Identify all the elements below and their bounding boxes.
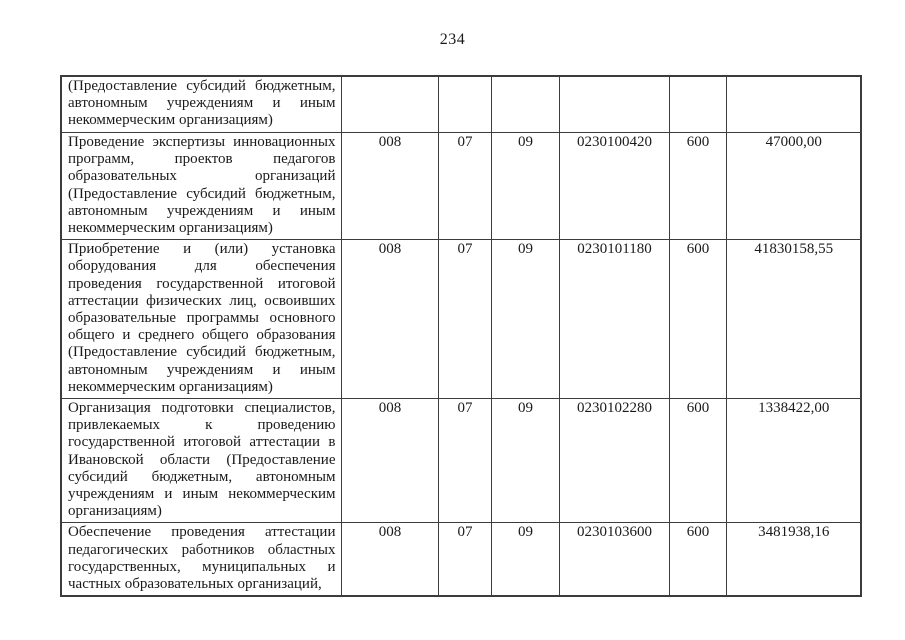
table-row: [61, 240, 861, 399]
section-code-cell: 07: [438, 523, 491, 596]
section-code-cell: 07: [438, 133, 491, 240]
section-code-cell: [438, 76, 491, 133]
subsection-code-cell: 09: [491, 133, 559, 240]
amount-cell: 1338422,00: [726, 399, 861, 523]
expenditure-name-cell: Обеспечение проведения аттестации педагогических работников областных государственных, муниципальных и частных образовательных организаций,: [61, 523, 341, 596]
table-row: [61, 133, 861, 240]
page-number: 234: [439, 31, 466, 48]
grbs-code-cell: [341, 76, 438, 133]
grbs-code-cell: 008: [341, 240, 438, 399]
grbs-code-cell: 008: [341, 133, 438, 240]
budget-table: [60, 75, 862, 597]
subsection-code-cell: 09: [491, 240, 559, 399]
expense-type-cell: [669, 76, 726, 133]
expenditure-name-cell: (Предоставление субсидий бюджетным, автономным учреждениям и иным некоммерческим организациям): [61, 76, 341, 133]
amount-cell: [726, 76, 861, 133]
subsection-code-cell: 09: [491, 399, 559, 523]
expenditure-name-cell: Приобретение и (или) установка оборудования для обеспечения проведения государственной итоговой аттестации физических лиц, освоивших образовательные программы основного общего и среднего общего образования (Предоставление субсидий бюджетным, автономным учреждениям и иным некоммерческим организациям): [61, 240, 341, 399]
target-article-cell: 0230102280: [559, 399, 669, 523]
expense-type-cell: 600: [669, 240, 726, 399]
expenditure-name-cell: Организация подготовки специалистов, привлекаемых к проведению государственной итоговой аттестации в Ивановской области (Предоставление субсидий бюджетным, автономным учреждениям и иным некоммерческим организациям): [61, 399, 341, 523]
target-article-cell: [559, 76, 669, 133]
expense-type-cell: 600: [669, 133, 726, 240]
subsection-code-cell: [491, 76, 559, 133]
target-article-cell: 0230101180: [559, 240, 669, 399]
section-code-cell: 07: [438, 240, 491, 399]
amount-cell: 47000,00: [726, 133, 861, 240]
expense-type-cell: 600: [669, 399, 726, 523]
target-article-cell: 0230100420: [559, 133, 669, 240]
grbs-code-cell: 008: [341, 399, 438, 523]
expenditure-name-cell: Проведение экспертизы инновационных программ, проектов педагогов образовательных организаций (Предоставление субсидий бюджетным, автономным учреждениям и иным некоммерческим организациям): [61, 133, 341, 240]
expense-type-cell: 600: [669, 523, 726, 596]
table-row: [61, 523, 861, 596]
subsection-code-cell: 09: [491, 523, 559, 596]
section-code-cell: 07: [438, 399, 491, 523]
amount-cell: 3481938,16: [726, 523, 861, 596]
table-row: [61, 76, 861, 133]
amount-cell: 41830158,55: [726, 240, 861, 399]
grbs-code-cell: 008: [341, 523, 438, 596]
target-article-cell: 0230103600: [559, 523, 669, 596]
table-row: [61, 399, 861, 523]
